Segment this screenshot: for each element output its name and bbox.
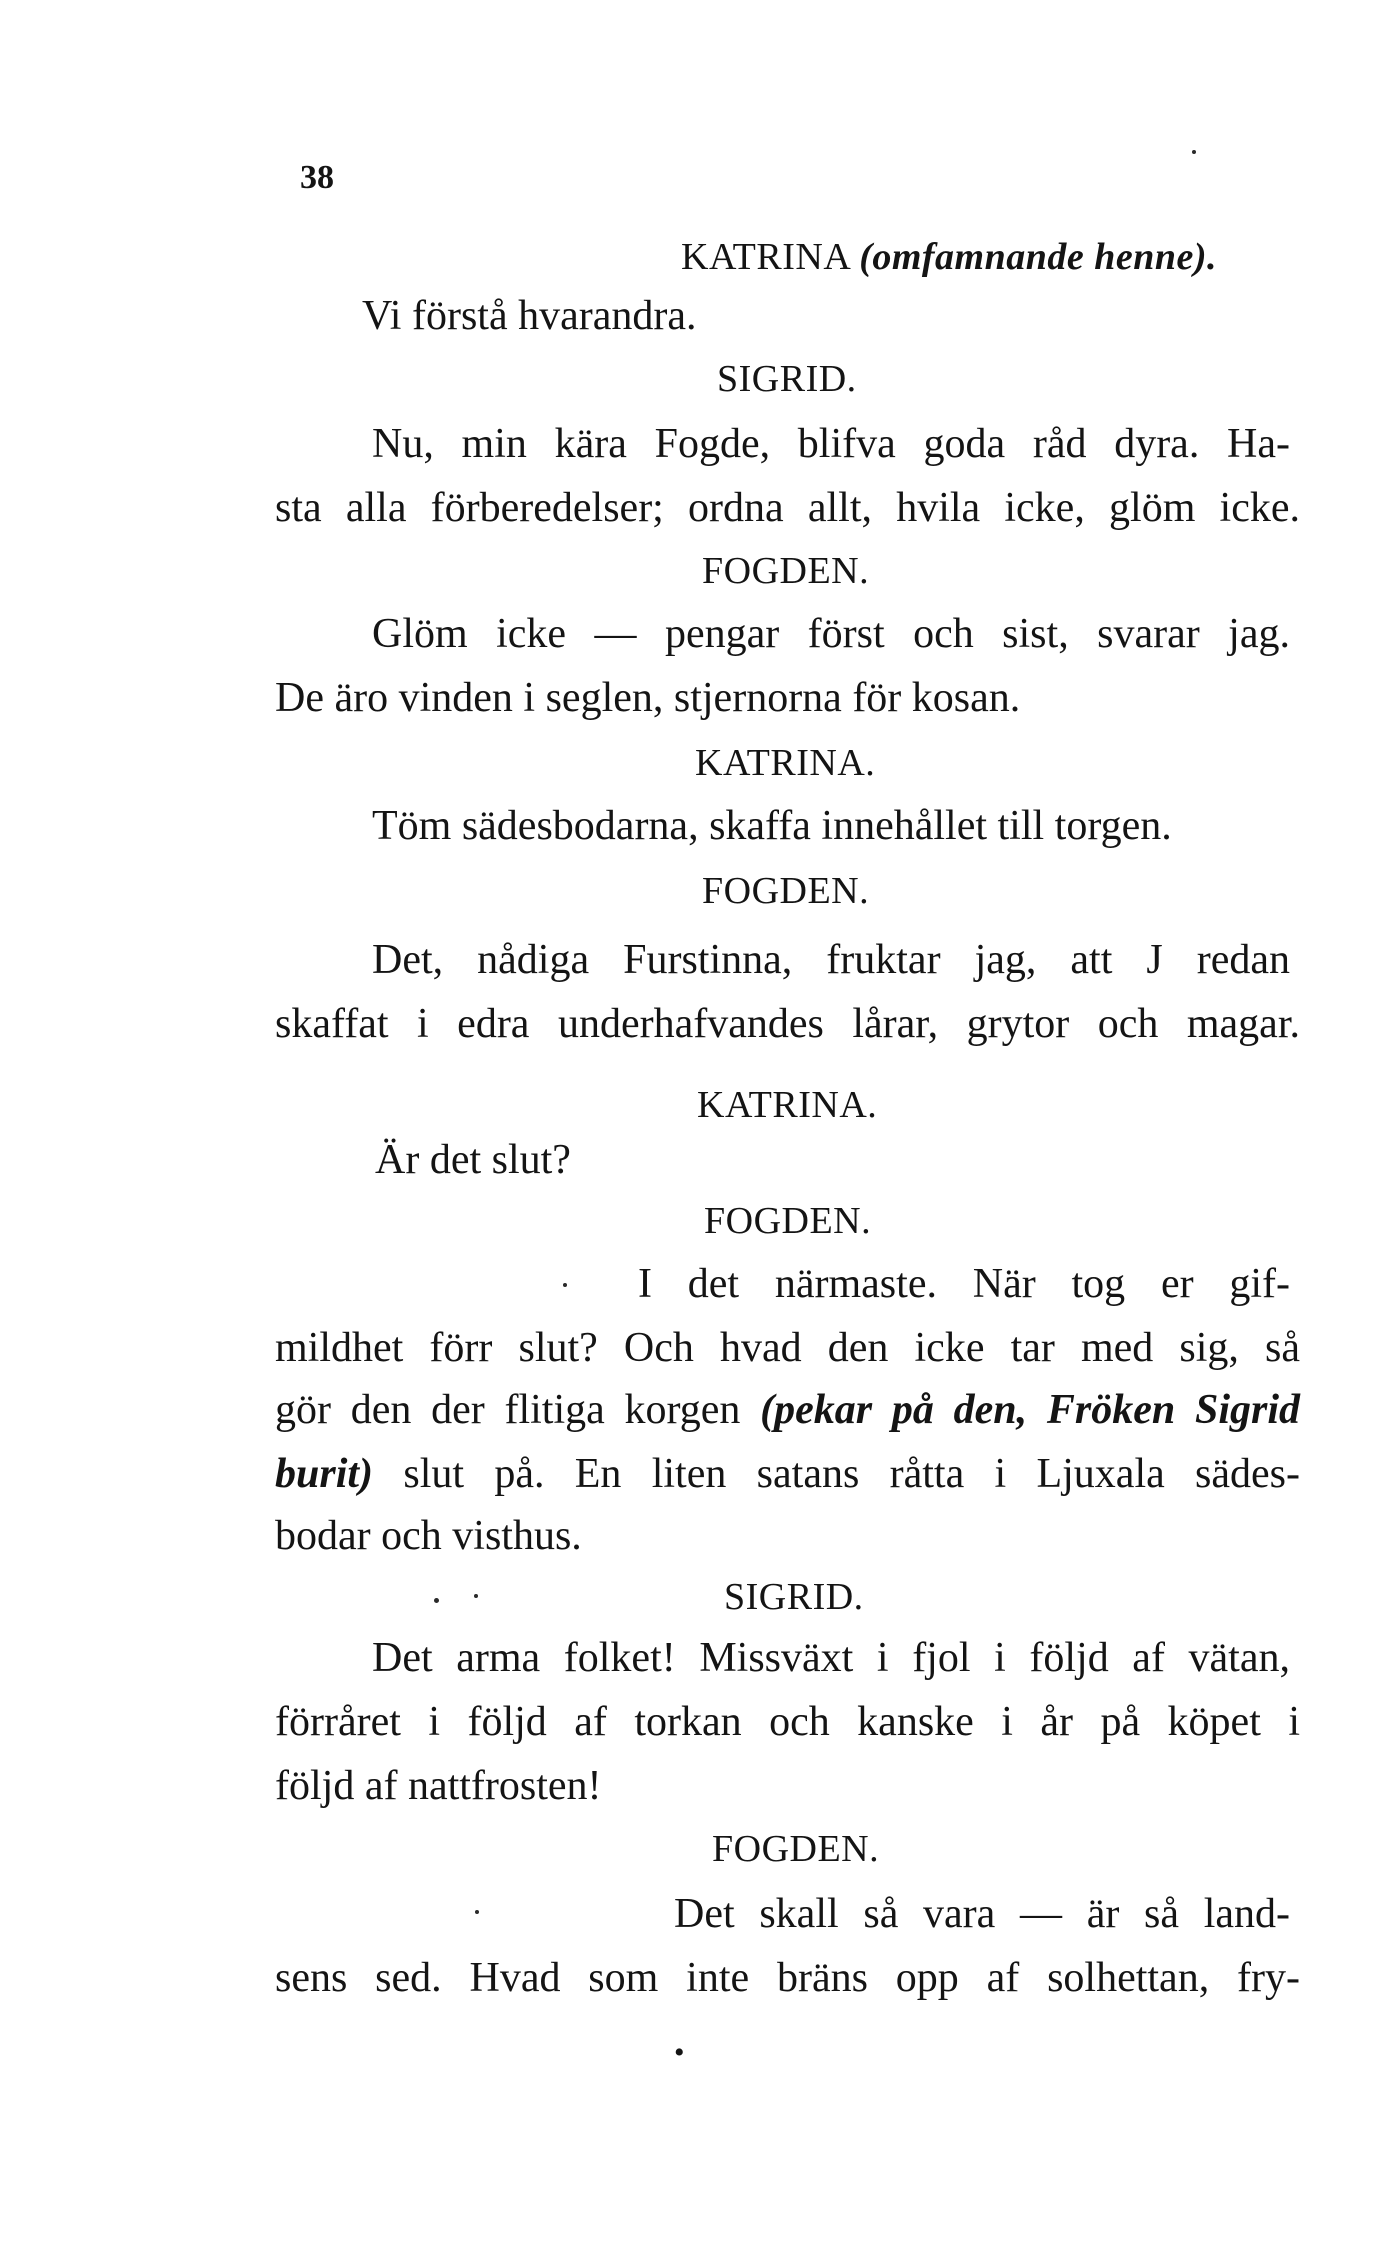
- speaker-heading: [681, 234, 1217, 280]
- dialogue-line: Det arma folket! Missväxt i fjol i följd af vätan,: [372, 1635, 1290, 1681]
- speaker-heading: FOGDEN.: [702, 550, 870, 592]
- dialogue-line: Töm sädesbodarna, skaffa innehållet till torgen.: [372, 803, 1172, 849]
- scan-speck: [1192, 150, 1196, 154]
- speaker-heading: KATRINA.: [697, 1084, 878, 1126]
- speaker-heading: FOGDEN.: [702, 870, 870, 912]
- dialogue-line: Glöm icke — pengar först och sist, svarar jag.: [372, 611, 1290, 657]
- dialogue-line: förråret i följd af torkan och kanske i år på köpet i: [275, 1699, 1300, 1745]
- page-number: 38: [300, 159, 334, 196]
- dialogue-line: följd af nattfrosten!: [275, 1763, 602, 1809]
- stage-direction: (omfamnande henne).: [859, 236, 1218, 278]
- dialogue-text: slut på. En liten satans råtta i Ljuxala sädes-: [403, 1451, 1301, 1497]
- dialogue-line: sens sed. Hvad som inte bräns opp af solhettan, fry-: [275, 1955, 1300, 2001]
- dialogue-line: bodar och visthus.: [275, 1513, 582, 1559]
- dialogue-line: Det, nådiga Furstinna, fruktar jag, att J redan: [372, 937, 1290, 983]
- dialogue-line: [275, 1448, 1300, 1500]
- dialogue-line: Det skall så vara — är så land-: [674, 1891, 1290, 1937]
- scan-speck: [474, 1594, 478, 1598]
- stage-direction: burit): [275, 1451, 374, 1497]
- dialogue-line: sta alla förberedelser; ordna allt, hvila icke, glöm icke.: [275, 485, 1300, 531]
- speaker-heading: SIGRID.: [717, 358, 857, 400]
- speaker-heading: SIGRID.: [724, 1576, 864, 1618]
- catchword-mark: •: [674, 2036, 686, 2069]
- speaker-heading: FOGDEN.: [704, 1200, 872, 1242]
- dialogue-line: skaffat i edra underhafvandes lårar, grytor och magar.: [275, 1001, 1300, 1047]
- dialogue-line: mildhet förr slut? Och hvad den icke tar med sig, så: [275, 1325, 1300, 1371]
- dialogue-line: De äro vinden i seglen, stjernorna för kosan.: [275, 675, 1021, 721]
- dialogue-line: Nu, min kära Fogde, blifva goda råd dyra. Ha-: [372, 421, 1290, 467]
- dialogue-line: [275, 1384, 1300, 1436]
- speaker-heading: FOGDEN.: [712, 1828, 880, 1870]
- dialogue-line: I det närmaste. När tog er gif-: [638, 1261, 1290, 1307]
- stage-direction: (pekar på den, Fröken Sigrid: [760, 1387, 1301, 1433]
- scan-speck: [434, 1598, 439, 1603]
- scan-speck: [475, 1910, 479, 1914]
- scan-speck: [563, 1283, 567, 1287]
- dialogue-line: Vi förstå hvarandra.: [362, 293, 697, 339]
- dialogue-text: gör den der flitiga korgen: [275, 1387, 741, 1433]
- speaker-name: KATRINA: [681, 236, 850, 278]
- speaker-heading: KATRINA.: [695, 742, 876, 784]
- dialogue-line: Är det slut?: [375, 1137, 571, 1183]
